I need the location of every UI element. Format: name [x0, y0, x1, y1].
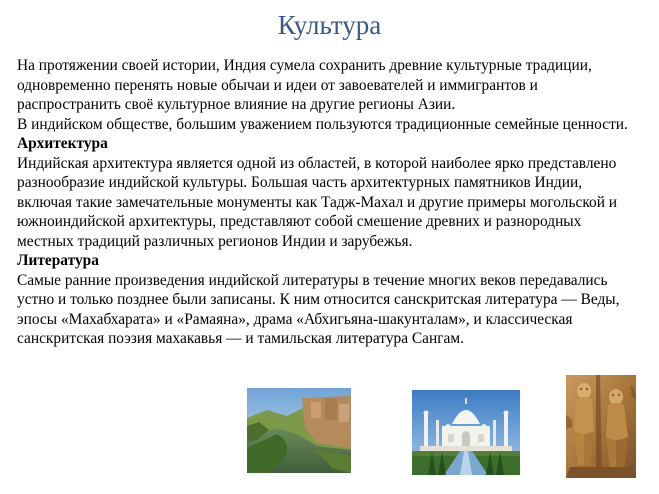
architecture-heading: Архитектура — [17, 135, 108, 152]
society-paragraph: В индийском обществе, большим уважением пользуются традиционные семейные ценности. — [17, 115, 628, 133]
literature-paragraph: Самые ранние произведения индийской литературы в течение многих веков передавались устно и только позднее были записаны. К ним относится санскритская литература — Веды, эпосы «Махабхарата» и «Рамаяна», драма «Абхигьяна-шакунталам», и классическая санскритская поэзия махакавья — и тамильская литература Сангам. — [17, 271, 620, 347]
intro-paragraph: На протяжении своей истории, Индия сумела сохранить древние культурные традиции, одновременно перенять новые обычаи и идеи от завоевателей и иммигрантов и распространить своё культурное влияние на другие регионы Азии. — [17, 57, 592, 113]
architecture-paragraph: Индийская архитектура является одной из областей, в которой наиболее ярко представлено разнообразие индийской культуры. Большая часть архитектурных памятников Индии, включая такие замечательные монументы как Тадж-Махал и другие примеры могольской и южноиндийской архитектуры, представляют собой смешение древних и разнородных местных традиций различных регионов Индии и зарубежья. — [17, 154, 618, 250]
content-body — [17, 56, 637, 349]
temple-carving-photo — [566, 375, 636, 478]
page-title: Культура — [277, 10, 382, 40]
fort-photo — [247, 388, 351, 473]
literature-heading: Литература — [17, 252, 99, 269]
taj-mahal-photo — [412, 390, 520, 475]
